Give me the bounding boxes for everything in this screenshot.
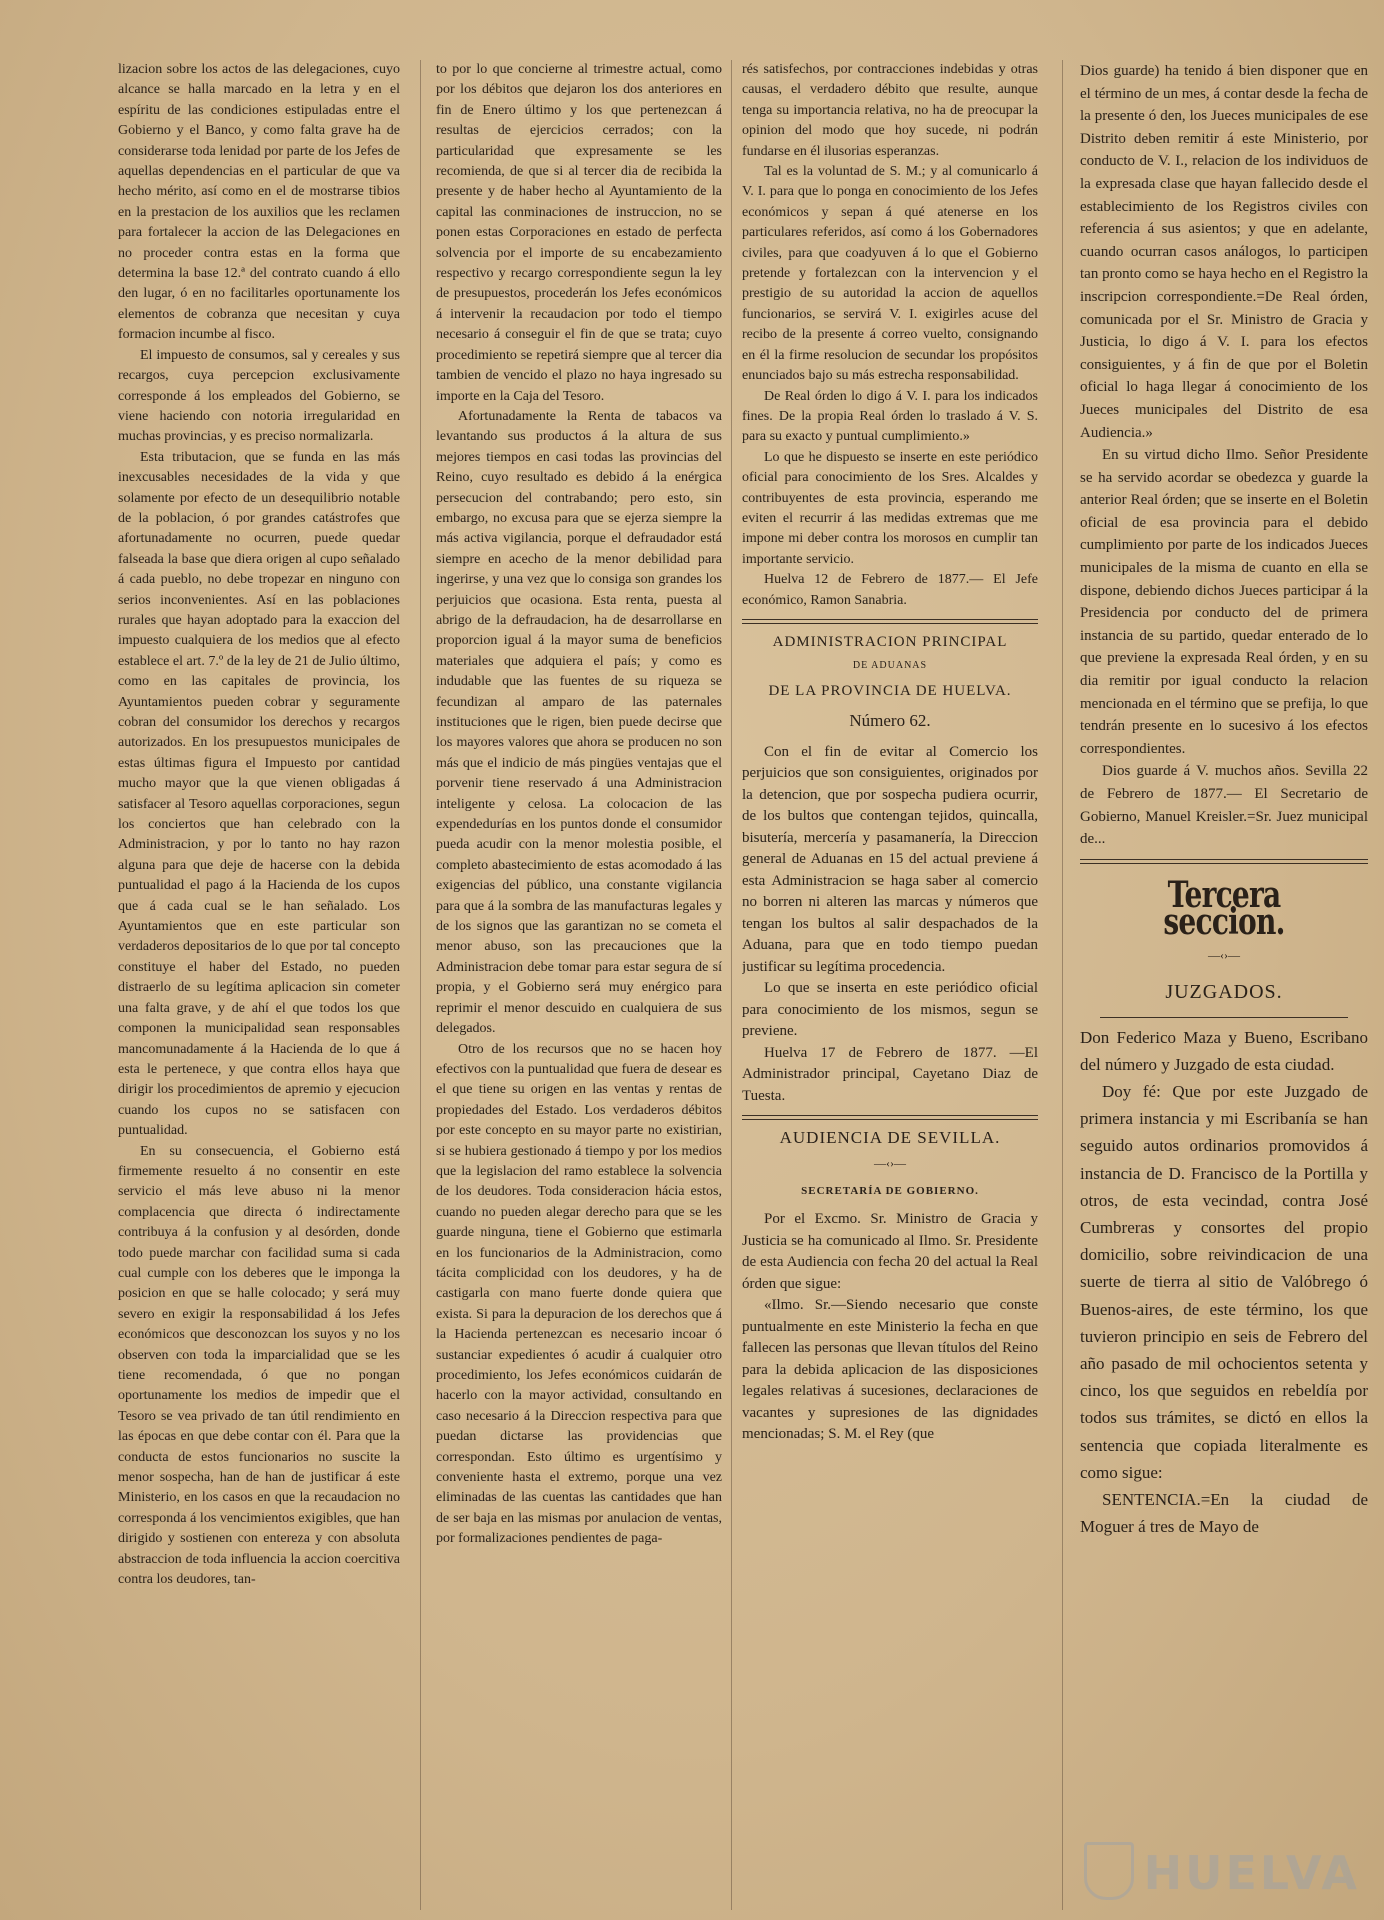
section-heading: JUZGADOS.	[1165, 981, 1283, 1004]
paragraph: De Real órden lo digo á V. I. para los indicados fines. De la propia Real órden lo traslado á V. S. para su exacto y puntual cumplimiento.»	[742, 388, 1038, 445]
paragraph: «Ilmo. Sr.—Siendo necesario que conste puntualmente en este Ministerio la fecha en que fallecen las personas que llevan títulos del Reino para la debida aplicacion de las disposiciones legales relativas á sucesiones, declaraciones de vacantes y supresiones de las dignidades mencionadas; S. M. el Rey (que	[742, 1297, 1038, 1443]
paragraph: Por el Excmo. Sr. Ministro de Gracia y Justicia se ha comunicado al Ilmo. Sr. Presidente de esta Audiencia con fecha 20 del actual la Real órden que sigue:	[742, 1211, 1038, 1292]
paragraph: Con el fin de evitar al Comercio los perjuicios que son consiguientes, originados por la detencion, que por sospecha pudiera ocurrir, de los bultos que contengan tejidos, quincalla, bisutería, mercería y pasamanería, la Direccion general de Aduanas en 15 del actual previene á esta Administracion se haga saber al comercio no borren ni alteren las marcas y números que tengan los bultos al salir despachados de la Aduana, para que en todo tiempo puedan justificar su legítima procedencia.	[742, 743, 1038, 975]
signature: Huelva 12 de Febrero de 1877.— El Jefe económico, Ramon Sanabria.	[742, 572, 1038, 608]
signature: Dios guarde á V. muchos años. Sevilla 22 de Febrero de 1877.— El Secretario de Gobierno, Manuel Kreisler.=Sr. Juez municipal de...	[1080, 763, 1368, 848]
paragraph: En su consecuencia, el Gobierno está firmemente resuelto á no consentir en este servicio el más leve abuso ni la menor complacencia que directa ó indirectamente contribuya á la confusion y al desórden, donde todo puede marchar con facilidad suma si cada cual cumple con los deberes que le imponga la posicion en que se halle colocado; y será muy severo en exigir la responsabilidad á los Jefes económicos que desconozcan los suyos y no los observen con toda la imparcialidad que se les tiene recomendada, ó que no pongan oportunamente los medios de impedir que el Tesoro se vea privado de tan útil rendimiento en las épocas en que debe contar con él. Para que la conducta de estos funcionarios no suscite la menor sospecha, han de han de justificar á este Ministerio, en los casos en que la recaudacion no corresponda á los vencimientos exigibles, que han dirigido y sostienen con entereza y con absoluta abstraccion de toda influencia la accion coercitiva contra los deudores, tan-	[118, 1143, 400, 1588]
column-1	[118, 60, 400, 1890]
column-2	[436, 60, 722, 1890]
paragraph: En su virtud dicho Ilmo. Señor Presidente se ha servido acordar se obedezca y guarde la anterior Real órden; que se inserte en el Boletin oficial de esa provincia para el debido cumplimiento por parte de los indicados Jueces municipales de la misma de cuanto en ella se dispone, debiendo dichos Jueces participar á la Presidencia por conducto del de primera instancia de su partido, quedar enterado de lo que previene la expresada Real órden, y en su dia remitir por igual conducto la relacion mencionada en el término que se prefija, lo que tendrán presente en lo sucesivo á los efectos correspondientes.	[1080, 447, 1368, 757]
section-heading: ADMINISTRACION PRINCIPAL	[772, 633, 1008, 650]
paragraph: El impuesto de consumos, sal y cereales y sus recargos, cuya percepcion exclusivamente corresponde á los empleados del Gobierno, se viene haciendo con notoria irregularidad en muchas provincias, y es preciso normalizarla.	[118, 347, 400, 445]
paragraph: Don Federico Maza y Bueno, Escribano del número y Juzgado de esta ciudad.	[1080, 1027, 1368, 1074]
column-divider	[1062, 60, 1063, 1910]
section-subheading: SECRETARÍA DE GOBIERNO.	[801, 1184, 979, 1197]
paragraph: Dios guarde) ha tenido á bien disponer que en el término de un mes, á contar desde la fecha de la presente ó den, los Jueces municipales de ese Distrito deben remitir á este Ministerio, por conducto de V. I., relacion de los individuos de la expresada clase que hayan fallecido desde el establecimiento de los Registros civiles con referencia á sus asientos; y que en adelante, cuando ocurran casos análogos, lo participen tan pronto como se haya hecho en el Registro la inscripcion correspondiente.=De Real órden, comunicada por el Sr. Ministro de Gracia y Justicia, lo digo á V. I. para los efectos consiguientes, y á fin de que por el Boletin oficial lo haga llegar á conocimiento de los Jueces municipales del Distrito de esa Audiencia.»	[1080, 63, 1368, 441]
section-rule	[742, 1115, 1038, 1120]
column-divider	[731, 60, 732, 1910]
paragraph: Lo que se inserta en este periódico oficial para conocimiento de los mismos, segun se previene.	[742, 980, 1038, 1040]
ornament: —‹›—	[874, 1155, 906, 1170]
paragraph: Lo que he dispuesto se inserte en este periódico oficial para conocimiento de los Sres. Alcaldes y contribuyentes de esta provincia, esperando me eviten el recurrir á las medidas extremas que me impone mi deber contra los morosos en cumplir tan importante servicio.	[742, 449, 1038, 567]
section-title: Tercera seccion.	[1163, 873, 1285, 943]
section-rule	[1080, 859, 1368, 864]
watermark-shield-icon	[1084, 1842, 1134, 1900]
paragraph: SENTENCIA.=En la ciudad de Moguer á tres de Mayo de	[1080, 1490, 1368, 1537]
column-4	[1080, 60, 1368, 1890]
section-rule	[1100, 1017, 1348, 1018]
watermark: HUELVA	[1143, 1846, 1360, 1900]
signature: Huelva 17 de Febrero de 1877. —El Administrador principal, Cayetano Diaz de Tuesta.	[742, 1044, 1038, 1104]
section-rule	[742, 619, 1038, 624]
paragraph: lizacion sobre los actos de las delegaciones, cuyo alcance se halla marcado en la letra y en el espíritu de las condiciones estipuladas entre el Gobierno y el Banco, y como falta grave ha de considerarse toda lenidad por parte de los Jefes de aquellas dependencias en el particular de que va hecho mérito, así como en el de mostrarse tibios en la prestacion de los auxilios que les reclamen para fortalecer la accion de las Delegaciones en no proceder contra estas en la forma que determina la base 12.ª del contrato cuando á ello den lugar, ó en no facilitarles oportunamente los elementos de cobranza que necesitan y cuya formacion incumbe al fisco.	[118, 62, 400, 343]
paragraph: rés satisfechos, por contracciones indebidas y otras causas, el verdadero débito que resulte, aunque tenga su importancia relativa, no ha de preocupar la opinion del modo que hoy sucede, ni podrán fundarse en él ilusorias esperanzas.	[742, 62, 1038, 159]
column-divider	[420, 60, 421, 1910]
paragraph: Esta tributacion, que se funda en las más inexcusables necesidades de la vida y que solamente por efecto de un desequilibrio notable de la poblacion, ó por grandes catástrofes que afortunadamente no ocurren, puede quedar falseada la base que diera origen al cupo señalado á cada pueblo, no debe tropezar en ninguno con serios inconvenientes. Así en las poblaciones rurales que hayan adoptado para la exaccion del impuesto cualquiera de los medios que al efecto establece el art. 7.º de la ley de 21 de Julio último, como en las capitales de provincia, los Ayuntamientos pueden cobrar y seguramente cobran del consumidor los derechos y recargos autorizados. En los presupuestos municipales de estas últimas figura el Impuesto por cantidad mucho mayor que la que vienen obligadas á satisfacer al Tesoro aquellas corporaciones, segun los conciertos que han celebrado con la Administracion, y por lo tanto no hay razon alguna para que deje de hacerse con la debida puntualidad el pago á la Hacienda de los cupos que á cada cual se le han señalado. Los Ayuntamientos que en este particular son verdaderos depositarios de lo que por tal concepto constituye el haber del Estado, no pueden distraerlo de su legítima aplicacion sin cometer una falta grave, y de ahí el que todos los que componen la municipalidad sean responsables mancomunadamente á la Hacienda de lo que á esta le pertenece, y que contra ellos haya que dirigir los procedimientos de apremio y ejecucion cuando los cupos no se satisfacen con puntualidad.	[118, 449, 400, 1139]
section-heading: AUDIENCIA DE SEVILLA.	[779, 1128, 1001, 1148]
section-heading: DE LA PROVINCIA DE HUELVA.	[768, 682, 1012, 699]
paragraph: Otro de los recursos que no se hacen hoy efectivos con la puntualidad que fuera de desear es el que tiene su origen en las ventas y rentas de propiedades del Estado. Los verdaderos débitos por este concepto en su mayor parte no existirian, si se hubiera gestionado á tiempo y por los medios que la legislacion del ramo establece la solvencia de los deudores. Toda consideracion hácia estos, cuando no pueden alegar derecho para que se les guarde ninguna, tiene el Gobierno que estimarla en los funcionarios de la Administracion, como tácita complicidad con los deudores, y ha de castigarla con mano fuerte donde quiera que exista. Si para la depuracion de los derechos que á la Hacienda pertenezcan es necesario incoar ó sustanciar expedientes ó acudir á cualquier otro procedimiento, los Jefes económicos cuidarán de hacerlo con la mayor actividad, consultando en caso necesario á la Direccion respectiva para que puedan dictarse las providencias que correspondan. Esto último es urgentísimo y conveniente hasta el extremo, porque una vez eliminadas de las cuentas las cantidades que han de ser baja en las mismas por anulacion de ventas, por formalizaciones pendientes de paga-	[436, 1041, 722, 1547]
paragraph: to por lo que concierne al trimestre actual, como por los débitos que dejaron los dos anteriores en fin de Enero último y los que pertenezcan á resultas de ejercicios cerrados; con la particularidad que expresamente se les recomienda, de que si al tercer dia de recibida la presente y de haber hecho al Ayuntamiento de la capital las conminaciones de instruccion, no se ponen estas Corporaciones en estado de perfecta solvencia por el importe de su encabezamiento respectivo y recargo correspondiente segun la ley de presupuestos, procederán los Jefes económicos á intervenir la recaudacion por todo el tiempo necesario á conseguir el fin de que se trata; cuyo procedimiento se repetirá siempre que al tercer dia tambien de vencido el plazo no haya ingresado su importe en la Caja del Tesoro.	[436, 62, 722, 404]
column-3	[742, 60, 1038, 1890]
section-subheading: DE ADUANAS	[852, 660, 928, 672]
paragraph: Doy fé: Que por este Juzgado de primera instancia y mi Escribanía se han seguido autos ordinarios promovidos á instancia de D. Francisco de la Portilla y otros, de esta vecindad, contra José Cumbreras y consortes del propio domicilio, sobre reivindicacion de una suerte de tierra al sitio de Valóbrego ó Buenos-aires, de este término, los que tuvieron principio en seis de Febrero del año pasado de mil ochocientos setenta y cinco, los que seguidos en rebeldía por todos sus trámites, se dictó en ellos la sentencia que copiada literalmente es como sigue:	[1080, 1082, 1368, 1482]
paragraph: Afortunadamente la Renta de tabacos va levantando sus productos á la altura de sus mejores tiempos en casi todas las provincias del Reino, cuyo resultado es debido á la enérgica persecucion del contrabando; pero esto, sin embargo, no excusa para que se ejerza siempre la más activa vigilancia, porque el defraudador está siempre en acecho de la menor debilidad para ingerirse, y una vez que lo consiga son grandes los perjuicios que ocasiona. Esta renta, puesta al abrigo de la defraudacion, ha de desarrollarse en proporcion igual á la mayor suma de beneficios materiales que adquiera el país; y como es indudable que las fuentes de su riqueza se fecundizan al amparo de las paternales instituciones que le rigen, bien puede decirse que los mayores valores que ahora se producen no son más que el indicio de más pingües ventajas que el porvenir tiene reservado á una Administracion inteligente y celosa. La colocacion de las expendedurías en los puntos donde el consumidor pueda acudir con la menor molestia posible, el completo abastecimiento de estas acomodado á las exigencias del público, una constante vigilancia para que á la sombra de las manufacturas legales y de los signos que las garantizan no se cometa el menor abuso, son las precauciones que la Administracion debe tomar para estar segura de sí propia, y el Gobierno será muy enérgico para reprimir el menor descuido en cualquiera de sus delegados.	[436, 408, 722, 1037]
paragraph: Tal es la voluntad de S. M.; y al comunicarlo á V. I. para que lo ponga en conocimiento de los Jefes económicos y sepan á qué atenerse en los particulares referidos, así como á los Gobernadores civiles, para que coadyuven á lo que el Gobierno pretende y fortalezcan con la intervencion y el prestigio de su autoridad la accion de aquellos funcionarios, se servirá V. I. exigirles acuse del recibo de la presente á correo vuelto, consignando en él la firme resolucion de secundar los propósitos enunciados bajo su más estrecha responsabilidad.	[742, 164, 1038, 384]
notice-number: Número 62.	[849, 711, 931, 731]
ornament: —‹›—	[1208, 948, 1240, 963]
